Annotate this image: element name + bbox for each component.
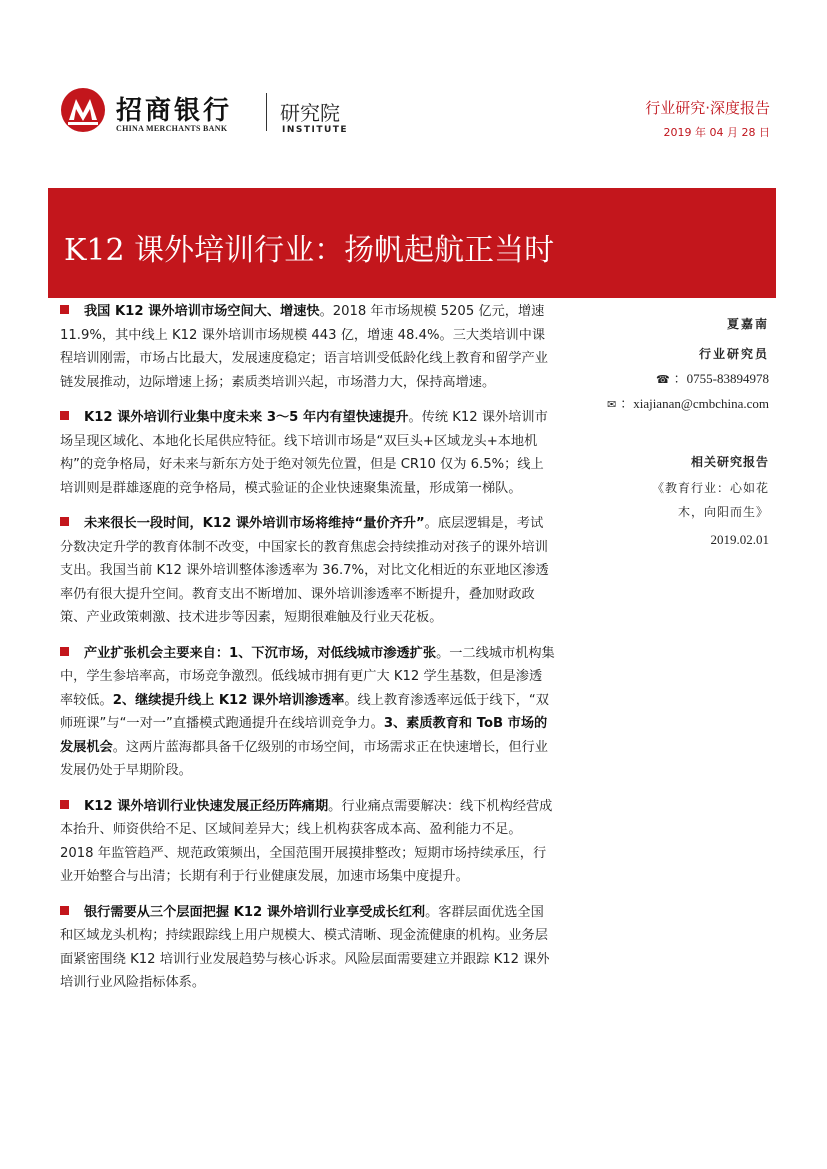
paragraph-lead-2: 2、继续提升线上 K12 课外培训渗透率 [112, 692, 345, 708]
paragraph-text: 。行业痛点需要解决：线下机构经营成本抬升、师资供给不足、区域间差异大；线上机构获客成本高、盈利能力不足。2018 年监管趋严、规范政策频出，全国范围开展摸排整改；短期市场持续承压，行业开始整合与出清；长期有利于行业健康发展，加速市场集中度提升。 [60, 798, 553, 884]
paragraph-text: 。客群层面优选全国和区域龙头机构；持续跟踪线上用户规模大、模式清晰、现金流健康的机构。业务层面紧密围绕 K12 培训行业发展趋势与核心诉求。风险层面需要建立并跟踪 K12 课外培训行业风险指标体系。 [60, 904, 550, 990]
summary-paragraph-3 [60, 512, 555, 630]
summary-paragraph-6 [60, 901, 555, 995]
paragraph-lead: K12 课外培训行业快速发展正经历阵痛期 [84, 798, 329, 814]
related-reports-title: 相关研究报告 [690, 455, 769, 469]
summary-paragraph-5 [60, 795, 555, 889]
logo-divider [266, 93, 267, 131]
paragraph-text: 。2018 年市场规模 5205 亿元，增速 11.9%，其中线上 K12 课外培训市场规模 443 亿，增速 48.4%。三大类培训中课程培训刚需，市场占比最大，发展速度稳定；语言培训受低龄化线上教育和留学产业链发展推动，边际增速上扬；素质类培训兴起，市场潜力大，保持高增速。 [60, 304, 548, 390]
paragraph-lead-3: 3、素质教育和 ToB 市场的发展机会 [60, 716, 548, 755]
author-phone [569, 367, 769, 391]
paragraph-text: 。一二线城市机构集中，学生参培率高，市场竞争激烈。低线城市拥有更广大 K12 学生基数，但是渗透率较低。 [60, 645, 555, 708]
summary-paragraph-1 [60, 300, 555, 394]
email-address: ：xiajianan@cmbchina.com [620, 396, 769, 411]
square-bullet-icon [60, 517, 69, 526]
square-bullet-icon [60, 305, 69, 314]
square-bullet-icon [60, 906, 69, 915]
paragraph-text: 。传统 K12 课外培训市场呈现区域化、本地化长尾供应特征。线下培训市场是“双巨头+区域龙头+本地机构”的竞争格局，好未来与新东方处于绝对领先位置，但是 CR10 仅为 6.5%；线上培训则是群雄逐鹿的竞争格局，模式验证的企业快速聚集流量，形成第一梯队。 [60, 410, 548, 496]
author-email[interactable] [569, 392, 769, 416]
paragraph-text: 。底层逻辑是，考试分数决定升学的教育体制不改变，中国家长的教育焦虑会持续推动对孩子的课外培训支出。我国当前 K12 课外培训整体渗透率为 36.7%，对比文化相近的东亚地区渗透率仍有很大提升空间。教育支出不断增加、课外培训渗透率不断提升，叠加财政政策、产业政策刺激、技术进步等因素，短期很难触及行业天花板。 [60, 516, 549, 625]
square-bullet-icon [60, 800, 69, 809]
report-title: K12 课外培训行业：扬帆起航正当时 [64, 233, 555, 268]
paragraph-text-2: 。线上教育渗透率远低于线下，“双师班课”与“一对一”直播模式跑通提升在线培训竞争力。 [60, 692, 549, 731]
report-date: 2019 年 04 月 28 日 [663, 126, 770, 139]
author-name: 夏嘉南 [726, 317, 769, 331]
logo-en-text: CHINA MERCHANTS BANK [116, 124, 228, 133]
cmb-logo-icon [60, 87, 106, 133]
author-role: 行业研究员 [698, 347, 769, 361]
page-header [0, 0, 827, 180]
author-sidebar [569, 312, 769, 552]
paragraph-lead: 我国 K12 课外培训市场空间大、增速快 [84, 304, 320, 319]
institute-cn: 研究院 [280, 101, 340, 125]
mail-icon: ✉ [606, 399, 617, 411]
paragraph-lead: K12 课外培训行业集中度未来 3～5 年内有望快速提升 [84, 410, 409, 425]
related-report-title-line-1[interactable]: 《教育行业：心如花 [651, 481, 769, 495]
paragraph-lead: 未来很长一段时间，K12 课外培训市场将维持“量价齐升” [84, 516, 425, 531]
related-report-title-line-2[interactable]: 木，向阳而生》 [677, 505, 769, 519]
institute-en: INSTITUTE [282, 125, 349, 135]
phone-icon: ☎ [655, 374, 670, 386]
title-banner [48, 188, 776, 298]
summary-paragraph-2 [60, 406, 555, 500]
paragraph-lead: 银行需要从三个层面把握 K12 课外培训行业享受成长红利 [84, 904, 426, 920]
paragraph-text-3: 。这两片蓝海都具备千亿级别的市场空间，市场需求正在快速增长，但行业发展仍处于早期阶段。 [60, 739, 548, 778]
paragraph-lead: 产业扩张机会主要来自：1、下沉市场，对低线城市渗透扩张 [84, 645, 437, 661]
report-type: 行业研究·深度报告 [645, 99, 770, 117]
summary-content [60, 298, 555, 990]
logo-cn-text: 招商银行 [116, 96, 233, 126]
square-bullet-icon [60, 411, 69, 420]
related-report-date: 2019.02.01 [710, 532, 769, 547]
phone-number: ：0755-83894978 [673, 371, 769, 386]
summary-paragraph-4 [60, 642, 555, 783]
square-bullet-icon [60, 647, 69, 656]
